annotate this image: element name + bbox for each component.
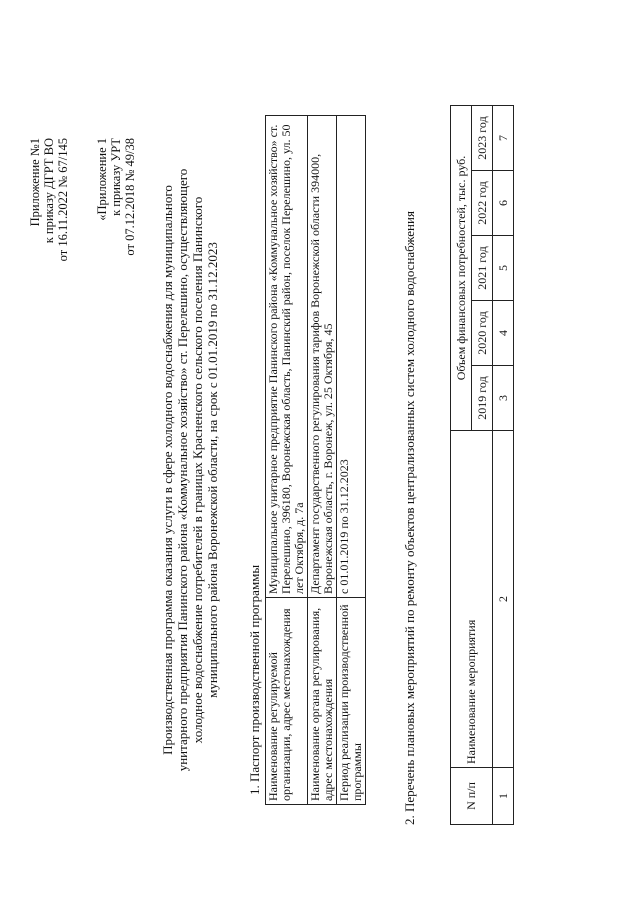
title-line-4: муниципального района Воронежской области, на срок с 01.01.2019 по 31.12.2023 xyxy=(205,242,220,698)
col-header-name: Наименование мероприятия xyxy=(451,431,493,768)
index-cell: 2 xyxy=(493,431,514,768)
measures-table xyxy=(450,105,514,825)
index-cell: 3 xyxy=(493,366,514,431)
appendix-block-1 xyxy=(28,138,70,261)
passport-table xyxy=(265,115,366,805)
appendix-1-line-3: от 16.11.2022 № 67/145 xyxy=(56,138,70,262)
appendix-2-line-2: к приказу УРТ xyxy=(109,138,123,216)
table-row xyxy=(308,116,337,805)
index-cell: 4 xyxy=(493,301,514,366)
passport-value: с 01.01.2019 по 31.12.2023 xyxy=(337,116,366,598)
title-line-2: унитарного предприятия Панинского района «Коммунальное хозяйство» ст. Перелешино, осуществляющего xyxy=(175,168,190,772)
table-row xyxy=(493,106,514,825)
table-row xyxy=(266,116,308,805)
passport-value: Департамент государственного регулирования тарифов Воронежской области 394000, Воронежская область, г. Воронеж, ул. 25 Октября, 45 xyxy=(308,116,337,598)
index-cell: 1 xyxy=(493,768,514,825)
col-header-number: N п/п xyxy=(451,768,493,825)
section-2-heading: 2. Перечень плановых мероприятий по ремонту объектов централизованных систем холодного водоснабжения xyxy=(402,211,417,825)
section-1-heading: 1. Паспорт производственной программы xyxy=(247,564,262,795)
title-line-3: холодное водоснабжение потребителей в границах Красненского сельского поселения Панинского xyxy=(190,196,205,744)
document-title xyxy=(160,145,220,795)
appendix-block-2 xyxy=(95,138,137,256)
table-header-row xyxy=(451,106,472,825)
passport-value: Муниципальное унитарное предприятие Панинского района «Коммунальное хозяйство» ст. Перелешино, 396180, Воронежская область, Панинский район, поселок Перелешино, ул. 50 лет Октября, д. 7а xyxy=(266,116,308,598)
passport-label: Наименование органа регулирования, адрес местонахождения xyxy=(308,598,337,805)
col-header-year: 2022 год xyxy=(472,171,493,236)
col-header-year: 2021 год xyxy=(472,236,493,301)
appendix-2-line-3: от 07.12.2018 № 49/38 xyxy=(123,138,137,256)
index-cell: 7 xyxy=(493,106,514,171)
passport-label: Период реализации производственной программы xyxy=(337,598,366,805)
col-header-year: 2020 год xyxy=(472,301,493,366)
appendix-1-line-2: к приказу ДГРТ ВО xyxy=(42,138,56,244)
table-row xyxy=(337,116,366,805)
appendix-2-line-1: «Приложение 1 xyxy=(95,138,109,221)
title-line-1: Производственная программа оказания услуги в сфере холодного водоснабжения для муниципального xyxy=(160,185,175,755)
col-header-year: 2019 год xyxy=(472,366,493,431)
index-cell: 6 xyxy=(493,171,514,236)
col-header-year: 2023 год xyxy=(472,106,493,171)
col-header-financing: Объем финансовых потребностей, тыс. руб. xyxy=(451,106,472,431)
passport-label: Наименование регулируемой организации, адрес местонахождения xyxy=(266,598,308,805)
index-cell: 5 xyxy=(493,236,514,301)
appendix-1-line-1: Приложение №1 xyxy=(28,138,42,227)
